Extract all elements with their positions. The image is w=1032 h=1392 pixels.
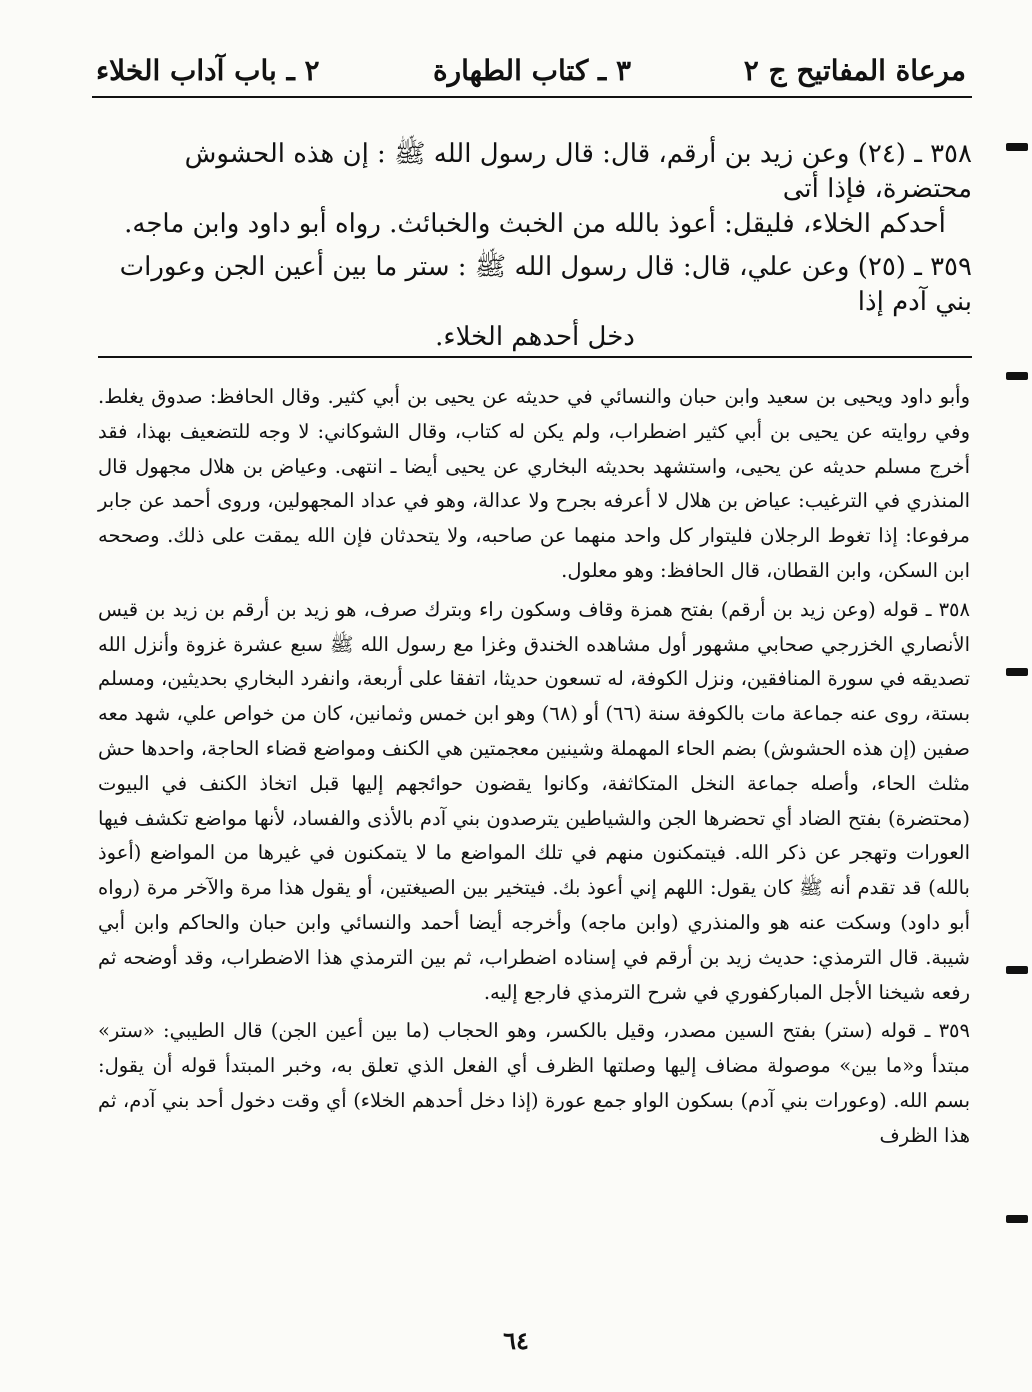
- commentary-notes: [98, 380, 970, 1154]
- margin-mark: [1006, 372, 1028, 380]
- margin-mark: [1006, 1215, 1028, 1223]
- commentary-paragraph: ٣٥٨ ـ قوله (وعن زيد بن أرقم) بفتح همزة وقاف وسكون راء وبترك صرف، هو زيد بن أرقم بن زيد بن قيس الأنصاري الخزرجي صحابي مشهور أول مشاهده الخندق وغزا مع رسول الله ﷺ سبع عشرة غزوة وأنزل الله تصديقه في سورة المنافقين، ونزل الكوفة، له تسعون حديثا، اتفقا على أربعة، وانفرد البخاري بحديثين، ومسلم بستة، روى عنه جماعة مات بالكوفة سنة (٦٦) أو (٦٨) وهو ابن خمس وثمانين، كان من خواص علي، شهد معه صفين (إن هذه الحشوش) بضم الحاء المهملة وشينين معجمتين هي الكنف ومواضع قضاء الحاجة، واحدها حش مثلث الحاء، وأصله جماعة النخل المتكاثفة، وكانوا يقضون حوائجهم إليها قبل اتخاذ الكنف في البيوت (محتضرة) بفتح الضاد أي تحضرها الجن والشياطين يترصدون بني آدم بالأذى والفساد، لأنها مواضع تكشف فيها العورات وتهجر عن ذكر الله. فيتمكنون منهم في تلك المواضع ما لا يتمكنون في غيرها من المواضع (أعوذ بالله) قد تقدم أنه ﷺ كان يقول: اللهم إني أعوذ بك. فيتخير بين الصيغتين، أو يقول هذا مرة والآخر مرة (رواه أبو داود) وسكت عنه هو والمنذري (وابن ماجه) وأخرجه أيضا أحمد والنسائي وابن حبان والحاكم وابن أبي شيبة. قال الترمذي: حديث زيد بن أرقم في إسناده اضطراب، ثم بين الترمذي هذا الاضطراب، وقد أوضحه ثم رفعه شيخنا الأجل المباركفوري في شرح الترمذي فارجع إليه.: [98, 597, 971, 1004]
- hadith-358-line-2: أحدكم الخلاء، فليقل: أعوذ بالله من الخبث والخبائث. رواه أبو داود وابن ماجه.: [124, 209, 946, 240]
- hadith-359-line-2: دخل أحدهم الخلاء.: [435, 322, 635, 353]
- page-number: ٦٤: [503, 1326, 529, 1355]
- margin-mark: [1006, 966, 1028, 974]
- hadith-358-line-1: ٣٥٨ ـ (٢٤) وعن زيد بن أرقم، قال: قال رسول الله ﷺ : إن هذه الحشوش محتضرة، فإذا أتى: [184, 139, 972, 205]
- commentary-paragraph: وأبو داود ويحيى بن سعيد وابن حبان والنسائي في حديثه عن يحيى بن أبي كثير. وقال الحافظ: صدوق يغلط. وفي روايته عن يحيى بن أبي كثير اضطراب، ولم يكن له كتاب، وقال الشوكاني: لا وجه للتضعيف بهذا، فقد أخرج مسلم حديثه عن يحيى، واستشهد بحديثه البخاري عن يحيى أيضا ـ انتهى. وعياض بن هلال مجهول قال المنذري في الترغيب: عياض بن هلال لا أعرفه بجرح ولا عدالة، وهو في عداد المجهولين، وروى أحمد عن جابر مرفوعا: إذا تغوط الرجلان فليتوار كل واحد منهما عن صاحبه، ولا يتحدثان فإن الله يمقت على ذلك. وصححه ابن السكن، وابن القطان، قال الحافظ: وهو معلول.: [98, 385, 970, 582]
- header-book-title: مرعاة المفاتيح ج ٢: [743, 54, 966, 87]
- footnote-divider: [98, 356, 972, 358]
- commentary-paragraph: ٣٥٩ ـ قوله (ستر) بفتح السين مصدر، وقيل بالكسر، وهو الحجاب (ما بين أعين الجن) قال الطيبي: «ستر» مبتدأ و«ما بين» موصولة مضاف إليها وصلتها الظرف أي الفعل الذي تعلق به، وخبر المبتدأ قوله أن يقول: بسم الله. (وعورات بني آدم) بسكون الواو جمع عورة (إذا دخل أحدهم الخلاء) أي وقت دخول أحد بني آدم، ثم هذا الظرف: [98, 1019, 970, 1147]
- margin-mark: [1006, 143, 1028, 151]
- margin-mark: [1006, 668, 1028, 676]
- running-header: [92, 52, 972, 98]
- hadith-359: [98, 250, 972, 355]
- header-section-title: ٢ ـ باب آداب الخلاء: [96, 54, 320, 87]
- hadith-358: [98, 137, 972, 242]
- header-chapter-title: ٣ ـ كتاب الطهارة: [432, 54, 632, 87]
- hadith-359-line-1: ٣٥٩ ـ (٢٥) وعن علي، قال: قال رسول الله ﷺ : ستر ما بين أعين الجن وعورات بني آدم إذا: [119, 252, 972, 318]
